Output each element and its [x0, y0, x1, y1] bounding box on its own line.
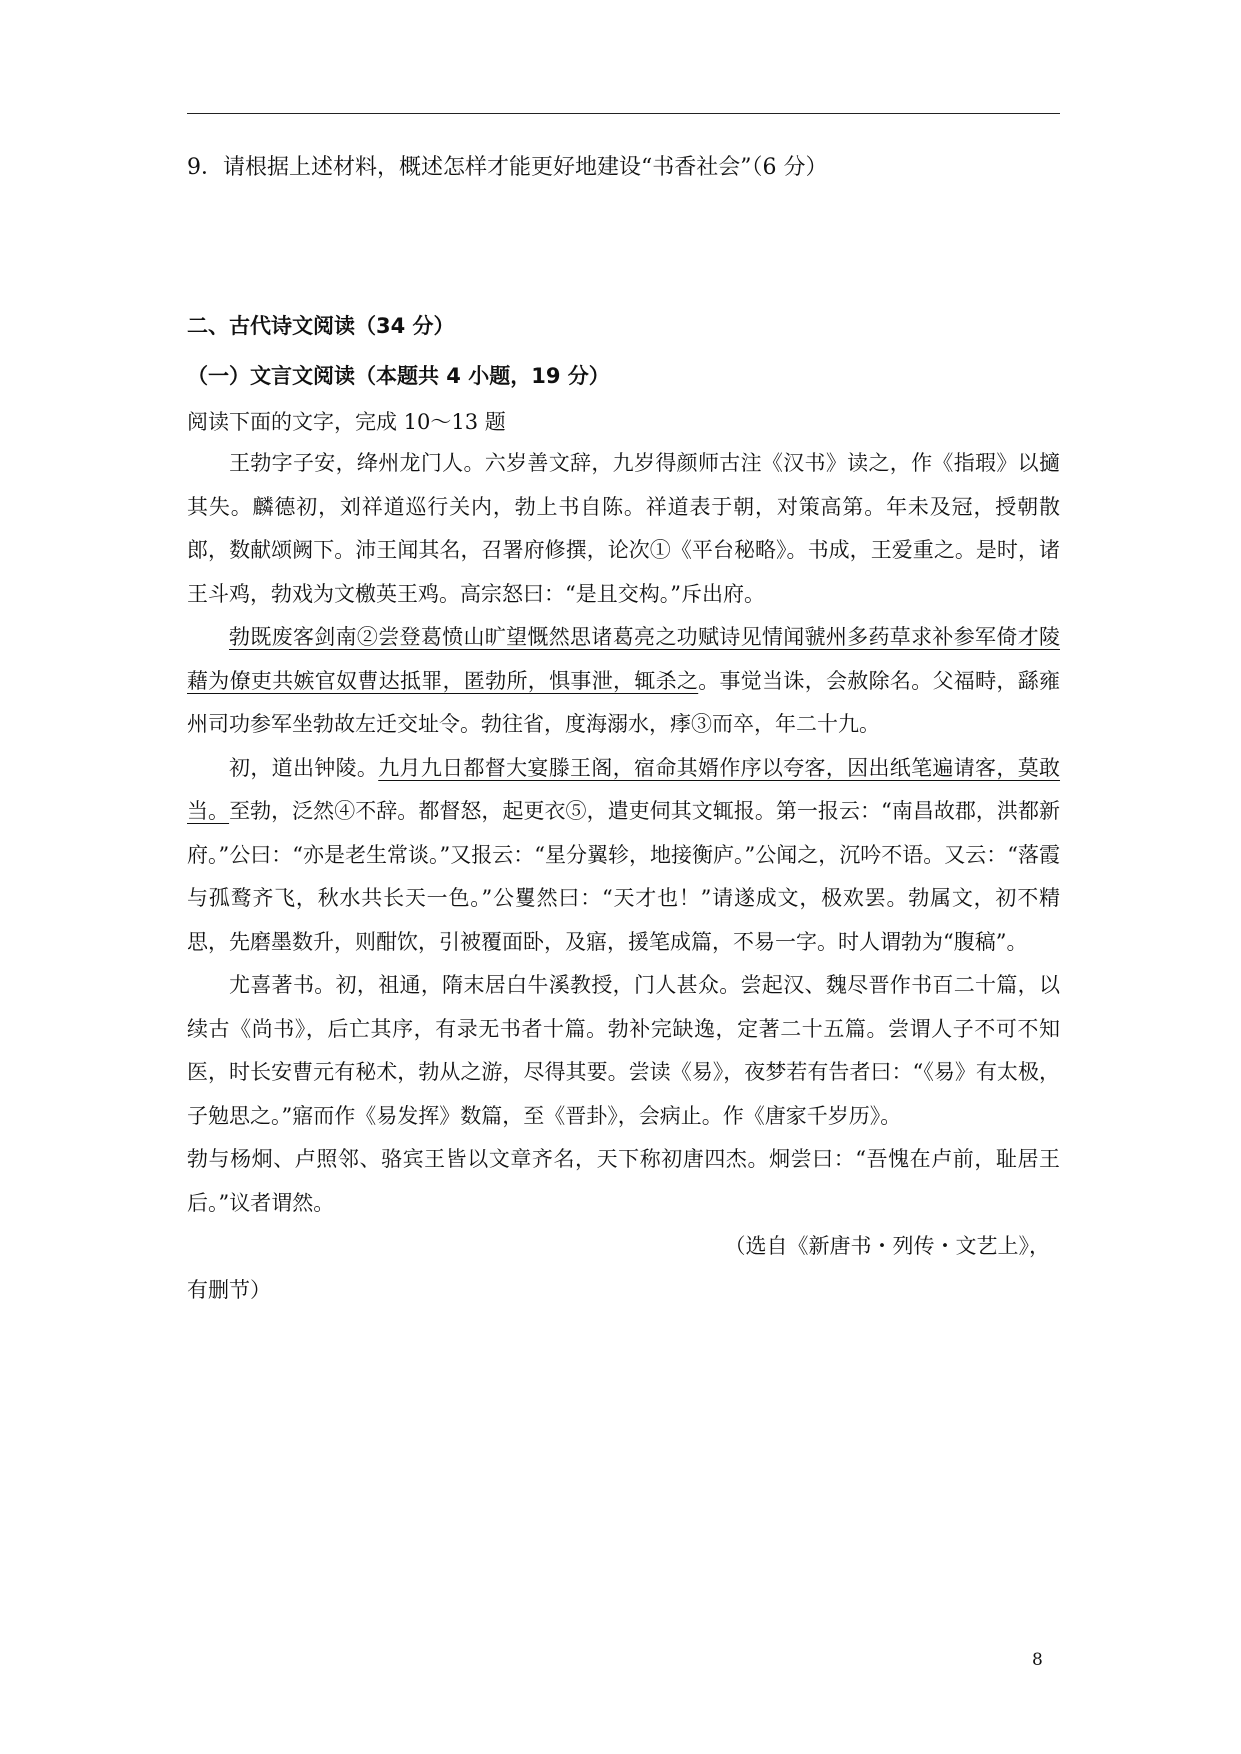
page-content [187, 150, 1060, 1312]
passage-paragraph-5: 勃与杨炯、卢照邻、骆宾王皆以文章齐名，天下称初唐四杰。炯尝曰：“吾愧在卢前，耻居王后。”议者谓然。 [187, 1147, 1060, 1215]
source-citation: （选自《新唐书・列传・文艺上》， [724, 1234, 1050, 1258]
passage-paragraph-3 [187, 747, 1060, 965]
underlined-sentence-1: 勃既废客剑南②尝登葛愤山旷望慨然思诸葛亮之功赋诗见情闻虢州多药草求补参军倚才陵藉为僚吏共嫉官奴曹达抵罪，匿勃所，惧事泄，辄杀之 [187, 625, 1060, 693]
source-citation-end: 有删节） [187, 1277, 271, 1302]
page-number: 8 [1032, 1650, 1043, 1670]
passage-paragraph-2 [187, 616, 1060, 747]
paragraph-3-start: 初，道出钟陵。 [229, 755, 379, 780]
subsection-title: （一）文言文阅读（本题共 4 小题，19 分） [187, 364, 610, 388]
section-title: 二、古代诗文阅读（34 分） [187, 314, 455, 338]
header-rule [187, 113, 1060, 114]
passage-paragraph-1: 王勃字子安，绛州龙门人。六岁善文辞，九岁得颜师古注《汉书》读之，作《指瑕》以擿其失。麟德初，刘祥道巡行关内，勃上书自陈。祥道表于朝，对策高第。年未及冠，授朝散郎，数献颂阙下。沛王闻其名，召署府修撰，论次①《平台秘略》。书成，王爱重之。是时，诸王斗鸡，勃戏为文檄英王鸡。高宗怒曰：“是且交构。”斥出府。 [187, 451, 1060, 606]
passage-paragraph-4: 尤喜著书。初，祖通，隋末居白牛溪教授，门人甚众。尝起汉、魏尽晋作书百二十篇，以续古《尚书》，后亡其序，有录无书者十篇。勃补完缺逸，定著二十五篇。尝谓人子不可不知医，时长安曹元有秘术，勃从之游，尽得其要。尝读《易》，夜梦若有告者曰：“《易》有太极，子勉思之。”寤而作《易发挥》数篇，至《晋卦》，会病止。作《唐家千岁历》。 [187, 973, 1060, 1128]
paragraph-2-rest: 。事觉当诛，会赦除名。父福畤，繇雍州司功参军坐勃故左迁交址令。勃往省，度海溺水，痵③而卒，年二十九。 [187, 668, 1061, 736]
underlined-sentence-2: 九月九日都督大宴滕王阁，宿命其婿作序以夸客，因出纸笔遍请客，莫敢当。 [187, 755, 1061, 823]
question-9: 9．请根据上述材料，概述怎样才能更好地建设“书香社会”（6 分） [187, 155, 828, 180]
paragraph-3-rest: 至勃，泛然④不辞。都督怒，起更衣⑤，遣吏伺其文辄报。第一报云：“南昌故郡，洪都新府。”公曰：“亦是老生常谈。”又报云：“星分翼轸，地接衡庐。”公闻之，沉吟不语。又云：“落霞与孤鹜齐飞，秋水共长天一色。”公矍然曰：“天才也！”请遂成文，极欢罢。勃属文，初不精思，先磨墨数升，则酣饮，引被覆面卧，及寤，援笔成篇，不易一字。时人谓勃为“腹稿”。 [187, 799, 1060, 954]
reading-instruction: 阅读下面的文字，完成 10～13 题 [187, 410, 506, 434]
